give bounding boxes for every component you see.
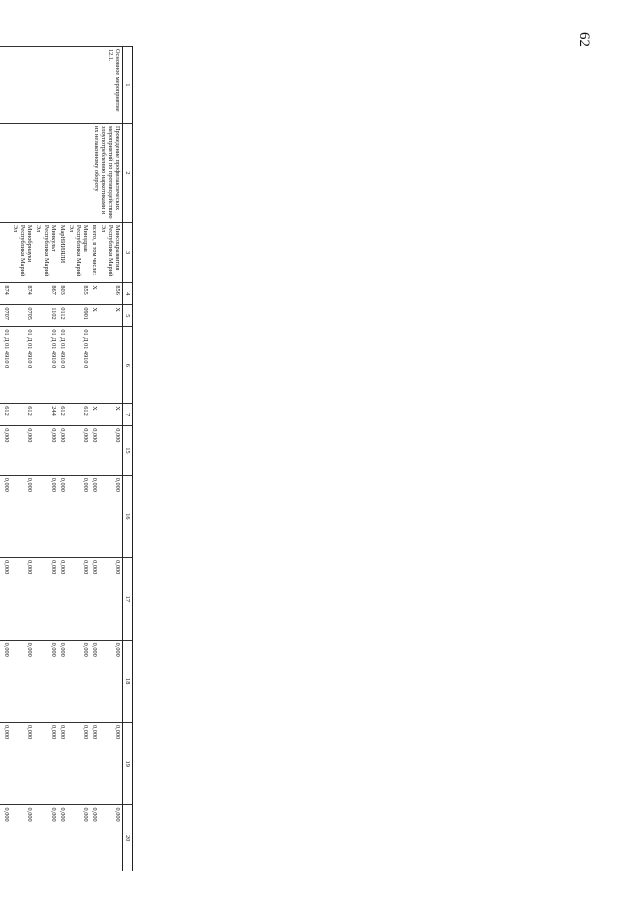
amount-cell: 0,000 <box>58 640 67 722</box>
page-number: 62 <box>576 32 592 47</box>
amount-cell: 0,000 <box>90 558 99 640</box>
activity-id-cell: Основное мероприятие 12.1. <box>0 47 122 124</box>
amount-cell <box>0 475 2 557</box>
expense-type-cell: 612 <box>58 404 67 426</box>
grbs-cell: 803 <box>58 283 67 305</box>
grbs-cell: 855 <box>67 283 90 305</box>
budget-table <box>0 46 133 871</box>
amount-cell: 0,000 <box>99 805 123 871</box>
column-header: 18 <box>122 640 132 722</box>
executor-cell: Минобрнауки Республики Марий Эл <box>11 222 34 282</box>
amount-cell: 0,000 <box>34 723 57 805</box>
amount-cell: 0,000 <box>58 558 67 640</box>
section-cell: 0705 <box>11 305 34 327</box>
amount-cell: 0,000 <box>11 723 34 805</box>
column-header: 3 <box>122 222 132 282</box>
table-row <box>99 47 123 872</box>
grbs-cell: Х <box>90 283 99 305</box>
target-article-cell: 01 Д 01 4910 0 <box>34 327 57 404</box>
amount-cell: 0,000 <box>2 426 11 475</box>
expense-type-cell: 612 <box>11 404 34 426</box>
grbs-cell: 856 <box>99 283 123 305</box>
target-article-cell: 01 Д 01 4910 0 <box>2 327 11 404</box>
header-row <box>122 47 132 872</box>
executor-cell: МарНИИЯЛИ <box>58 222 67 282</box>
expense-type-cell: Х <box>90 404 99 426</box>
amount-cell: 0,000 <box>2 475 11 557</box>
executor-cell <box>0 222 2 282</box>
section-cell: Х <box>90 305 99 327</box>
section-cell: 1102 <box>34 305 57 327</box>
expense-type-cell: Х <box>99 404 123 426</box>
amount-cell: 0,000 <box>99 640 123 722</box>
amount-cell <box>0 426 2 475</box>
amount-cell: 0,000 <box>34 475 57 557</box>
amount-cell: 0,000 <box>11 805 34 871</box>
amount-cell <box>0 640 2 722</box>
column-header: 15 <box>122 426 132 475</box>
section-cell: 0707 <box>2 305 11 327</box>
column-header: 6 <box>122 327 132 404</box>
target-article-cell: 01 Д 01 4910 0 <box>58 327 67 404</box>
amount-cell: 0,000 <box>90 640 99 722</box>
amount-cell: 0,000 <box>90 426 99 475</box>
column-header: 19 <box>122 723 132 805</box>
column-header: 5 <box>122 305 132 327</box>
grbs-cell: 874 <box>2 283 11 305</box>
amount-cell: 0,000 <box>67 475 90 557</box>
target-article-cell <box>99 327 123 404</box>
grbs-cell: 874 <box>11 283 34 305</box>
expense-type-cell <box>0 404 2 426</box>
amount-cell <box>0 723 2 805</box>
amount-cell: 0,000 <box>58 723 67 805</box>
column-header: 16 <box>122 475 132 557</box>
executor-cell: Минсоцразвития Республики Марий Эл <box>99 222 123 282</box>
column-header: 4 <box>122 283 132 305</box>
amount-cell: 0,000 <box>67 723 90 805</box>
amount-cell: 0,000 <box>2 558 11 640</box>
amount-cell: 0,000 <box>90 805 99 871</box>
column-header: 1 <box>122 47 132 124</box>
amount-cell: 0,000 <box>90 723 99 805</box>
amount-cell: 0,000 <box>67 426 90 475</box>
amount-cell: 0,000 <box>67 558 90 640</box>
amount-cell <box>0 558 2 640</box>
column-header: 17 <box>122 558 132 640</box>
amount-cell: 0,000 <box>11 426 34 475</box>
table-body <box>0 47 122 872</box>
amount-cell: 0,000 <box>58 426 67 475</box>
column-header: 7 <box>122 404 132 426</box>
target-article-cell: 01 Д 01 4910 0 <box>11 327 34 404</box>
target-article-cell <box>0 327 2 404</box>
expense-type-cell: 244 <box>34 404 57 426</box>
table-wrapper <box>0 46 133 871</box>
expense-type-cell: 612 <box>67 404 90 426</box>
grbs-cell <box>0 283 2 305</box>
executor-cell: Минкульт Республики Марий Эл <box>34 222 57 282</box>
amount-cell: 0,000 <box>34 426 57 475</box>
amount-cell: 0,000 <box>58 475 67 557</box>
section-cell <box>0 305 2 327</box>
activity-name-cell: Проведение профилактических мероприятий по противодействию злоупотреблению наркотиками и их незаконному обороту <box>0 123 122 222</box>
amount-cell: 0,000 <box>99 426 123 475</box>
amount-cell: 0,000 <box>99 723 123 805</box>
column-header: 20 <box>122 805 132 871</box>
amount-cell: 0,000 <box>67 640 90 722</box>
amount-cell: 0,000 <box>2 640 11 722</box>
amount-cell: 0,000 <box>11 640 34 722</box>
section-cell: 0112 <box>58 305 67 327</box>
amount-cell: 0,000 <box>99 558 123 640</box>
amount-cell: 0,000 <box>34 640 57 722</box>
amount-cell: 0,000 <box>2 805 11 871</box>
amount-cell: 0,000 <box>90 475 99 557</box>
amount-cell: 0,000 <box>11 558 34 640</box>
amount-cell: 0,000 <box>2 723 11 805</box>
amount-cell <box>0 805 2 871</box>
executor-cell <box>2 222 11 282</box>
column-header: 2 <box>122 123 132 222</box>
section-cell: Х <box>99 305 123 327</box>
amount-cell: 0,000 <box>58 805 67 871</box>
amount-cell: 0,000 <box>67 805 90 871</box>
target-article-cell: 01 Д 01 4910 0 <box>67 327 90 404</box>
section-cell: 0901 <box>67 305 90 327</box>
target-article-cell <box>90 327 99 404</box>
amount-cell: 0,000 <box>34 558 57 640</box>
grbs-cell: 867 <box>34 283 57 305</box>
executor-cell: всего, в том числе: <box>90 222 99 282</box>
expense-type-cell: 612 <box>2 404 11 426</box>
amount-cell: 0,000 <box>11 475 34 557</box>
executor-cell: Минздрав Республики Марий Эл <box>67 222 90 282</box>
amount-cell: 0,000 <box>99 475 123 557</box>
amount-cell: 0,000 <box>34 805 57 871</box>
